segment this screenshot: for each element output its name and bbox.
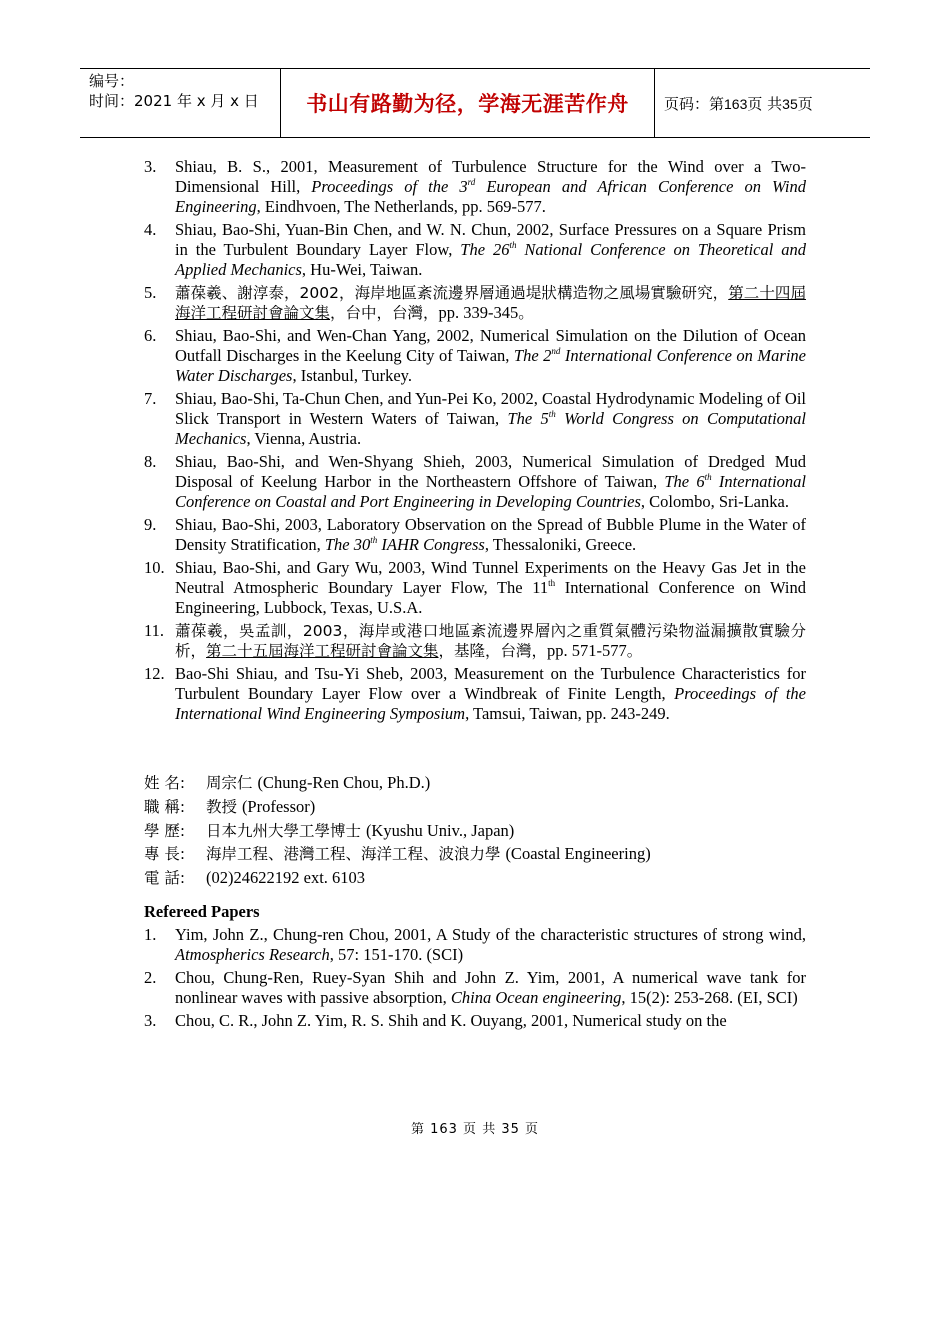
reference-text (175, 220, 806, 280)
profile-value-cjk: 海岸工程、港灣工程、海洋工程、波浪力學 (206, 845, 506, 864)
reference-text-part: 第二十四屆海洋工程研討會論文集 (175, 284, 806, 322)
page-current: 163 (724, 95, 748, 112)
reference-text-part: Atmospherics Research (175, 944, 330, 964)
reference-text-part: 第二十五屆海洋工程研討會論文集 (206, 642, 439, 660)
reference-number: 12. (144, 664, 165, 683)
reference-text-part: Shiau, Bao-Shi, and Wen-Chan Yang, 2002, Numerical Simulation on the Dilution of Ocean Outfall Discharges in the Keelung City of Taiwan, (175, 326, 806, 365)
reference-text-part: Proceedings of the International Wind Engineering Symposium (175, 684, 806, 723)
reference-text-part: 。 (626, 642, 643, 660)
reference-text-part: , 57: 151-170. (SCI) (329, 944, 464, 964)
profile-value-cjk: 周宗仁 (206, 774, 258, 792)
profile-line (144, 795, 806, 819)
reference-number: 6. (144, 326, 157, 345)
reference-number: 5. (144, 283, 157, 302)
reference-text-part: 。 (518, 304, 534, 322)
reference-text-part: IAHR Congress (377, 535, 485, 554)
reference-item (144, 220, 806, 280)
reference-text-part: th (548, 578, 556, 588)
reference-text-part: , Thessaloniki, Greece. (484, 535, 637, 554)
page-prefix: 页码：第 (664, 94, 725, 113)
reference-item (144, 157, 806, 217)
reference-text-part: Chou, C. R., John Z. Yim, R. S. Shih and K. Ouyang, 2001, Numerical study on the (175, 1010, 727, 1030)
reference-text-part: 蕭葆羲，吳孟訓，2003，海岸或港口地區紊流邊界層內之重質氣體污染物溢漏擴散實驗分析， (175, 622, 806, 660)
reference-text (175, 1011, 806, 1031)
reference-text (175, 968, 806, 1008)
reference-number: 9. (144, 515, 157, 534)
reference-text-part: The 5 (507, 409, 549, 428)
reference-text-part: ，基隆，台灣， (438, 642, 548, 660)
reference-text-part: Shiau, Bao-Shi, and Wen-Shyang Shieh, 2003, Numerical Simulation of Dredged Mud Disposal of Keelung Harbor in the Northeastern Offshore of Taiwan, (175, 452, 806, 491)
reference-text-part: European and African Conference on Wind Engineering (175, 177, 806, 216)
page-content (144, 157, 806, 1034)
reference-item (144, 452, 806, 512)
reference-text-part: th (509, 240, 517, 250)
reference-text-part: International Conference on Wind Engineering, Lubbock, Texas, U.S.A. (175, 578, 806, 617)
reference-number: 2. (144, 967, 157, 987)
reference-text-part: 蕭葆羲、謝淳泰，2002，海岸地區紊流邊界層通過堤狀構造物之風場實驗研究， (175, 284, 729, 302)
reference-text-part: , Colombo, Sri-Lanka. (640, 492, 789, 511)
reference-text-part: Shiau, Bao-Shi, 2003, Laboratory Observation on the Spread of Bubble Plume in the Water of Density Stratification, (175, 515, 806, 554)
reference-number: 11. (144, 621, 165, 640)
page-suffix: 页 (797, 94, 813, 113)
reference-text (175, 452, 806, 512)
page-header (80, 68, 870, 138)
reference-text (175, 283, 806, 323)
reference-text-part: The 6 (664, 472, 705, 491)
profile-label: 專 長: (144, 845, 186, 864)
profile-value: (Chung-Ren Chou, Ph.D.) (257, 773, 431, 792)
reference-number: 4. (144, 220, 157, 239)
reference-text-part: Shiau, Bao-Shi, Ta-Chun Chen, and Yun-Pei Ko, 2002, Coastal Hydrodynamic Modeling of Oil Slick Transport in Western Waters of Taiwan, (175, 389, 806, 428)
reference-text-part: Shiau, Bao-Shi, and Gary Wu, 2003, Wind Tunnel Experiments on the Heavy Gas Jet in the Neutral Atmospheric Boundary Layer Flow, The 11 (175, 558, 806, 597)
page-footer: 第 163 页 共 35 页 (410, 1122, 540, 1137)
page-mid: 页 共 (747, 94, 783, 113)
profile-value-cjk: 教授 (206, 797, 242, 816)
reference-text-part: Yim, John Z., Chung-ren Chou, 2001, A Study of the characteristic structures of strong wind, (175, 924, 806, 944)
reference-text-part: , Hu-Wei, Taiwan. (301, 260, 423, 279)
reference-item (144, 1011, 806, 1031)
profile-line (144, 819, 806, 843)
reference-text-part: Shiau, B. S., 2001, Measurement of Turbulence Structure for the Wind over a Two-Dimensional Hill, (175, 157, 806, 196)
reference-text-part: Bao-Shi Shiau, and Tsu-Yi Sheb, 2003, Measurement on the Turbulence Characteristics for Turbulent Boundary Layer Flow over a Windbreak of Finite Length, (175, 664, 806, 703)
reference-text-part: pp. 339-345 (438, 303, 519, 322)
reference-text-part: Shiau, Bao-Shi, Yuan-Bin Chen, and W. N. Chun, 2002, Surface Pressures on a Square Prism in the Turbulent Boundary Layer Flow, (175, 220, 806, 259)
reference-text-part: Chou, Chung-Ren, Ruey-Syan Shih and John Z. Yim, 2001, A numerical wave tank for nonlinear waves with passive absorption, (175, 967, 806, 1007)
reference-text-part: , 15(2): 253-268. (EI, SCI) (621, 987, 798, 1007)
reference-text (175, 925, 806, 965)
profile-line (144, 842, 806, 866)
header-meta (80, 69, 280, 137)
reference-number: 7. (144, 389, 157, 408)
reference-text-part: International Conference on Coastal and Port Engineering in Developing Countries (175, 472, 806, 511)
profile-value: (02)24622192 ext. 6103 (206, 868, 366, 888)
reference-text-part: th (548, 409, 556, 419)
reference-number: 8. (144, 452, 157, 471)
reference-text-part: th (370, 535, 378, 545)
reference-item (144, 664, 806, 724)
reference-item (144, 389, 806, 449)
reference-text (175, 157, 806, 217)
reference-text-part: World Congress on Computational Mechanics (175, 409, 806, 448)
profile-label: 電 話: (144, 869, 186, 888)
profile-value: (Kyushu Univ., Japan) (365, 820, 515, 840)
reference-number: 3. (144, 1010, 157, 1030)
profile-line (144, 866, 806, 890)
reference-text-part: ，台中，台灣， (330, 304, 439, 322)
reference-text (175, 664, 806, 724)
reference-item (144, 925, 806, 965)
reference-text-part: pp. 571-577 (547, 641, 627, 660)
reference-text (175, 621, 806, 661)
profile-value-cjk: 日本九州大學工學博士 (206, 821, 366, 840)
reference-text-part: , Vienna, Austria. (246, 429, 362, 448)
profile-label: 職 稱: (144, 797, 186, 816)
reference-text-part: th (704, 472, 712, 482)
profile-value: (Coastal Engineering) (505, 844, 651, 864)
profile-label: 姓 名: (144, 774, 186, 792)
reference-text-part: Proceedings of the 3 (311, 177, 468, 196)
reference-text (175, 326, 806, 386)
reference-text-part: nd (551, 346, 561, 356)
reference-item (144, 515, 806, 555)
reference-text-part: rd (467, 177, 476, 187)
reference-text-part: , Tamsui, Taiwan, pp. 243-249. (465, 704, 670, 723)
page-total: 35 (782, 95, 798, 112)
refereed-papers-list (144, 925, 806, 1031)
reference-text (175, 389, 806, 449)
reference-text (175, 558, 806, 618)
reference-number: 1. (144, 924, 157, 944)
reference-number: 10. (144, 558, 165, 577)
reference-item (144, 558, 806, 618)
reference-text (175, 515, 806, 555)
reference-text-part: , Eindhvoen, The Netherlands, pp. 569-577. (256, 197, 546, 216)
reference-item (144, 621, 806, 661)
reference-text-part: The 2 (513, 346, 552, 365)
header-page-info (655, 69, 870, 137)
profile-value: (Professor) (241, 796, 316, 816)
number-label: 编号： (89, 72, 135, 90)
reference-item (144, 283, 806, 323)
reference-text-part: China Ocean engineering (450, 987, 622, 1007)
reference-list (144, 157, 806, 724)
reference-text-part: International Conference on Marine Water Discharges (175, 346, 806, 385)
profile-line (144, 771, 806, 795)
reference-item (144, 968, 806, 1008)
header-motto: 书山有路勤为径，学海无涯苦作舟 (306, 92, 629, 116)
time-label: 时间：2021 年 x 月 x 日 (89, 92, 259, 110)
reference-number: 3. (144, 157, 157, 176)
reference-text-part: The 26 (460, 240, 510, 259)
reference-text-part: National Conference on Theoretical and Applied Mechanics (175, 240, 807, 279)
reference-item (144, 326, 806, 386)
profile-section (144, 771, 806, 890)
reference-text-part: The 30 (324, 535, 371, 554)
profile-label: 學 歷: (144, 821, 186, 840)
reference-text-part: , Istanbul, Turkey. (292, 366, 412, 385)
refereed-papers-title: Refereed Papers (144, 901, 260, 921)
